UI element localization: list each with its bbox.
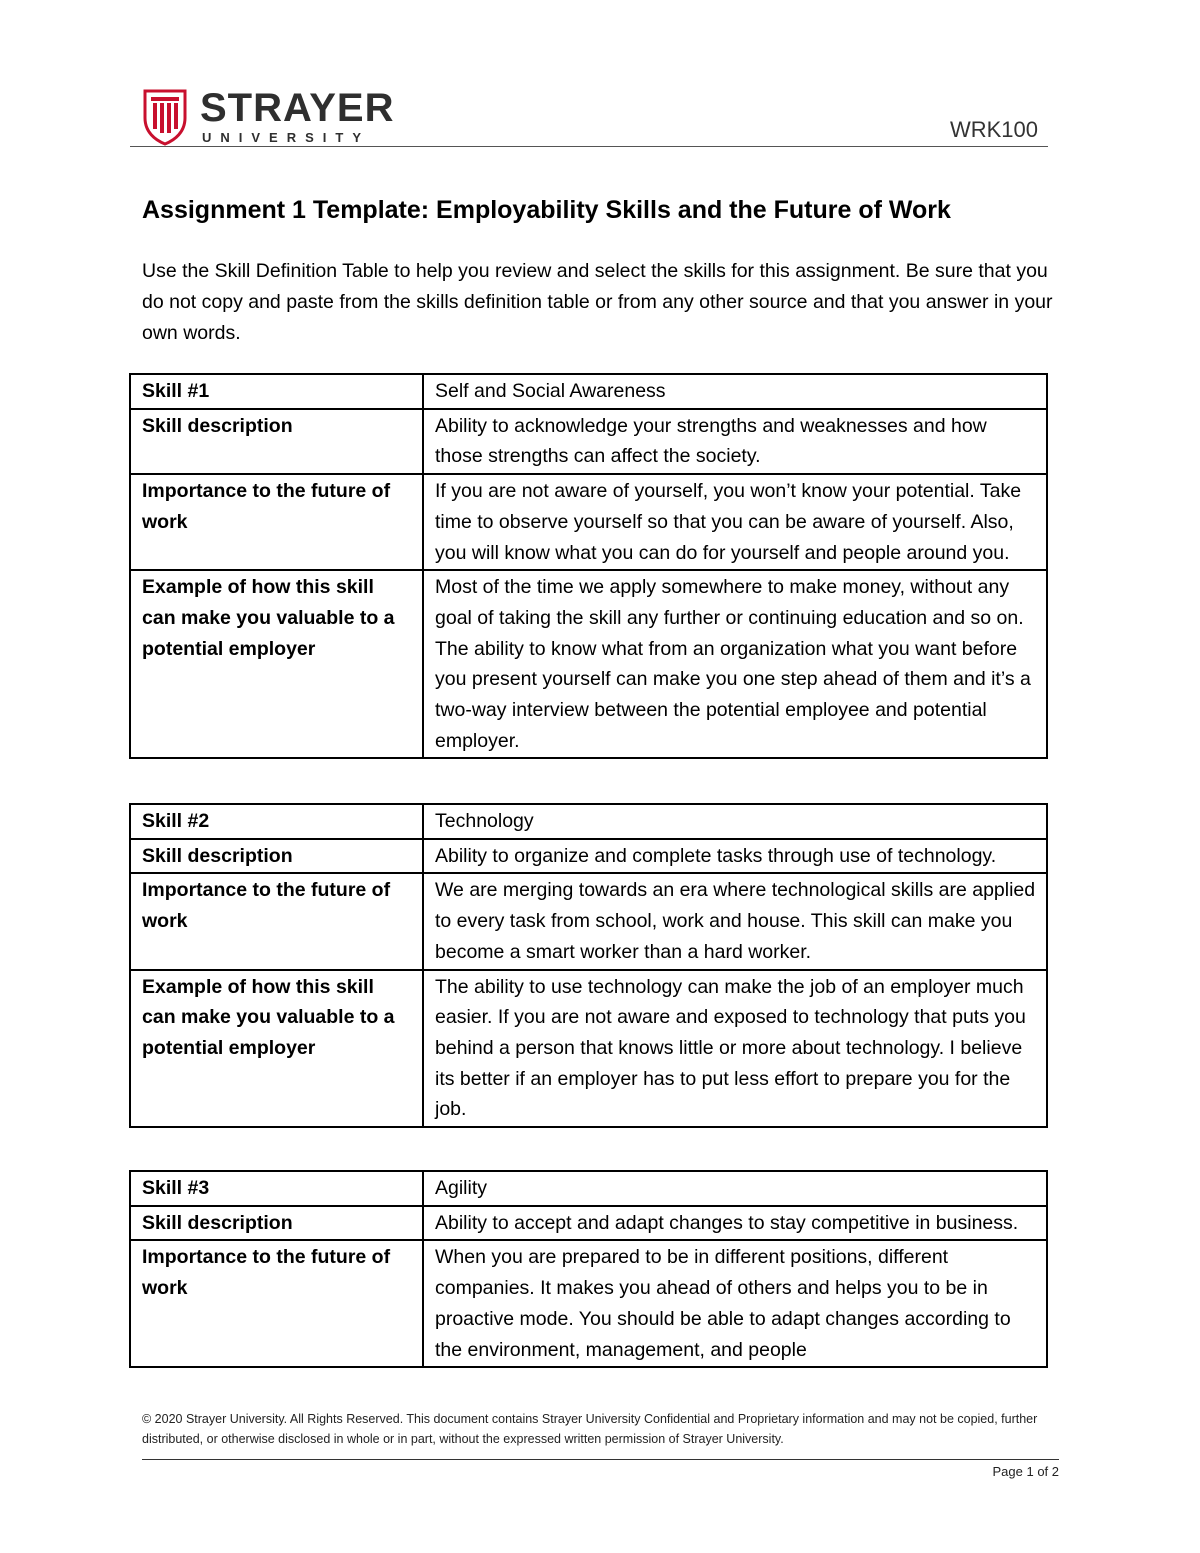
copyright-footer: © 2020 Strayer University. All Rights Reserved. This document contains Strayer University Confidential and Proprietary information and may not be copied, further distributed, or otherwise disclosed in whole or in part, without the expressed written permission of Strayer University. — [142, 1412, 1038, 1446]
table-row — [130, 873, 1047, 969]
logo-wordmark: STRAYER — [200, 86, 395, 130]
table-row — [130, 970, 1047, 1128]
skill-number-label: Skill #1 — [130, 374, 423, 409]
importance-label: Importance to the future of work — [130, 1240, 423, 1367]
example-text: Most of the time we apply somewhere to make money, without any goal of taking the skill any further or continuing education and so on. The ability to know what from an organization what you want before you present yourself can make you one step ahead of them and it’s a two-way interview between the potential employee and potential employer. — [423, 570, 1047, 758]
page-number: Page 1 of 2 — [992, 1464, 1059, 1479]
skill-number-label: Skill #3 — [130, 1171, 423, 1206]
importance-text: If you are not aware of yourself, you won’t know your potential. Take time to observe yourself so that you can be aware of yourself. Also, you will know what you can do for yourself and people around you. — [423, 474, 1047, 570]
table-row — [130, 474, 1047, 570]
table-row — [130, 1240, 1047, 1367]
table-row — [130, 570, 1047, 758]
shield-logo-icon — [142, 88, 188, 146]
skill-description: Ability to accept and adapt changes to stay competitive in business. — [423, 1206, 1047, 1241]
course-code: WRK100 — [949, 117, 1038, 142]
skill-name: Technology — [423, 804, 1047, 839]
table-row — [130, 1206, 1047, 1241]
skill-description: Ability to acknowledge your strengths and weaknesses and how those strengths can affect the society. — [423, 409, 1047, 474]
skill-number-label: Skill #2 — [130, 804, 423, 839]
example-text: The ability to use technology can make the job of an employer much easier. If you are not aware and exposed to technology that puts you behind a person that knows little or more about technology. I believe its better if an employer has to put less effort to prepare you for the job. — [423, 970, 1047, 1128]
skill-table-2 — [129, 803, 1048, 1128]
page-title: Assignment 1 Template: Employability Skills and the Future of Work — [142, 196, 951, 224]
strayer-logo — [142, 86, 395, 146]
table-row — [130, 839, 1047, 874]
skill-name: Agility — [423, 1171, 1047, 1206]
skill-description-label: Skill description — [130, 1206, 423, 1241]
example-label: Example of how this skill can make you valuable to a potential employer — [130, 570, 423, 758]
example-label: Example of how this skill can make you valuable to a potential employer — [130, 970, 423, 1128]
table-row — [130, 1171, 1047, 1206]
skill-description-label: Skill description — [130, 409, 423, 474]
importance-label: Importance to the future of work — [130, 474, 423, 570]
intro-paragraph: Use the Skill Definition Table to help you review and select the skills for this assignment. Be sure that you do not copy and paste from the skills definition table or from any other source and that you answer in your own words. — [142, 260, 1053, 344]
skill-table-3 — [129, 1170, 1048, 1368]
importance-text: When you are prepared to be in different positions, different companies. It makes you ahead of others and helps you to be in proactive mode. You should be able to adapt changes according to the environment, management, and people — [423, 1240, 1047, 1367]
skill-description-label: Skill description — [130, 839, 423, 874]
table-row — [130, 409, 1047, 474]
skill-name: Self and Social Awareness — [423, 374, 1047, 409]
table-row — [130, 374, 1047, 409]
header-divider — [130, 146, 1048, 147]
skill-description: Ability to organize and complete tasks through use of technology. — [423, 839, 1047, 874]
skill-table-1 — [129, 373, 1048, 759]
importance-label: Importance to the future of work — [130, 873, 423, 969]
table-row — [130, 804, 1047, 839]
logo-subtitle: UNIVERSITY — [202, 130, 371, 145]
footer-divider — [142, 1459, 1059, 1460]
importance-text: We are merging towards an era where technological skills are applied to every task from school, work and house. This skill can make you become a smart worker than a hard worker. — [423, 873, 1047, 969]
